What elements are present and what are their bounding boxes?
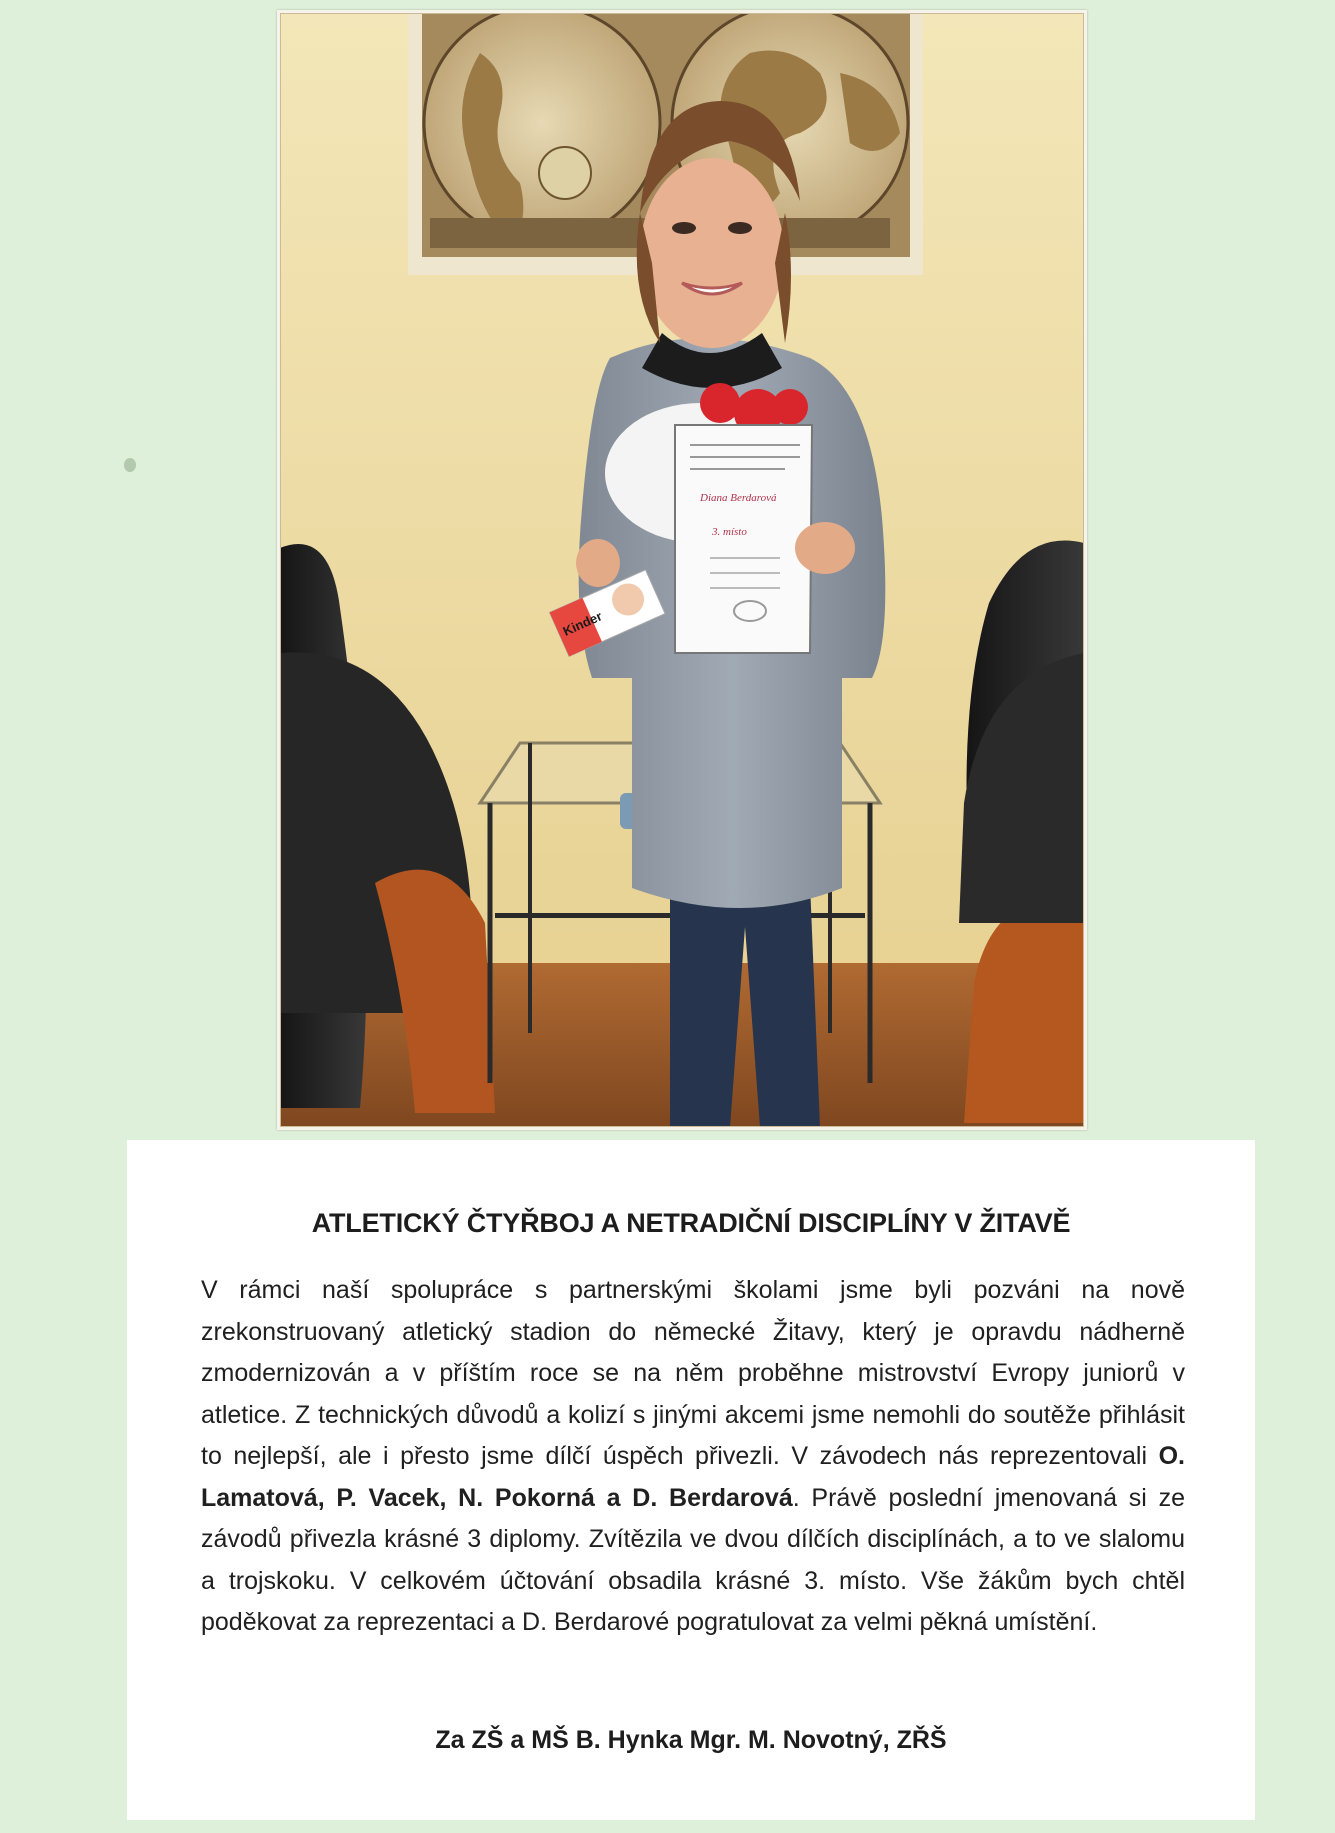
article-signature: Za ZŠ a MŠ B. Hynka Mgr. M. Novotný, ZŘŠ <box>435 1726 947 1754</box>
article-competitors: O. Lamatová, P. Vacek, N. Pokorná a D. Berdarová <box>201 1442 1185 1512</box>
diploma <box>675 425 812 653</box>
article-title: ATLETICKÝ ČTYŘBOJ A NETRADIČNÍ DISCIPLÍNY V ŽITAVĚ <box>311 1208 1071 1238</box>
diploma-name: Diana Berdarová <box>700 492 777 504</box>
diploma-place: 3. místo <box>712 526 747 538</box>
article-card <box>127 1140 1255 1820</box>
article-body-intro: V rámci naší spolupráce s partnerskými školami jsme byli pozváni na nově zrekonstruovaný atletický stadion do německé Žitavy, který je opravdu nádherně zmodernizován a v příštím roce se na něm proběhne mistrovství Evropy juniorů v atletice. Z technických důvodů a kolizí s jinými akcemi jsme nemohli do soutěže přihlásit to nejlepší, ale i přesto jsme dílčí úspěch přivezli. V závodech nás reprezentovali <box>201 1276 1185 1470</box>
candy-brand: Kinder <box>560 608 605 639</box>
photo <box>280 13 1084 1127</box>
article-body-conclusion: . Právě poslední jmenovaná si ze závodů přivezla krásné 3 diplomy. Zvítězila ve dvou dílčích disciplínách, a to ve slalomu a trojskoku. V celkovém účtování obsadila krásné 3. místo. Vše žákům bych chtěl poděkovat za reprezentaci a D. Berdarové pogratulovat za velmi pěkná umístění. <box>201 1483 1185 1636</box>
scan-artifact-dot <box>124 458 136 472</box>
photo-illustration <box>280 13 1084 1127</box>
article-body <box>201 1270 1185 1644</box>
photo-frame <box>277 10 1087 1130</box>
